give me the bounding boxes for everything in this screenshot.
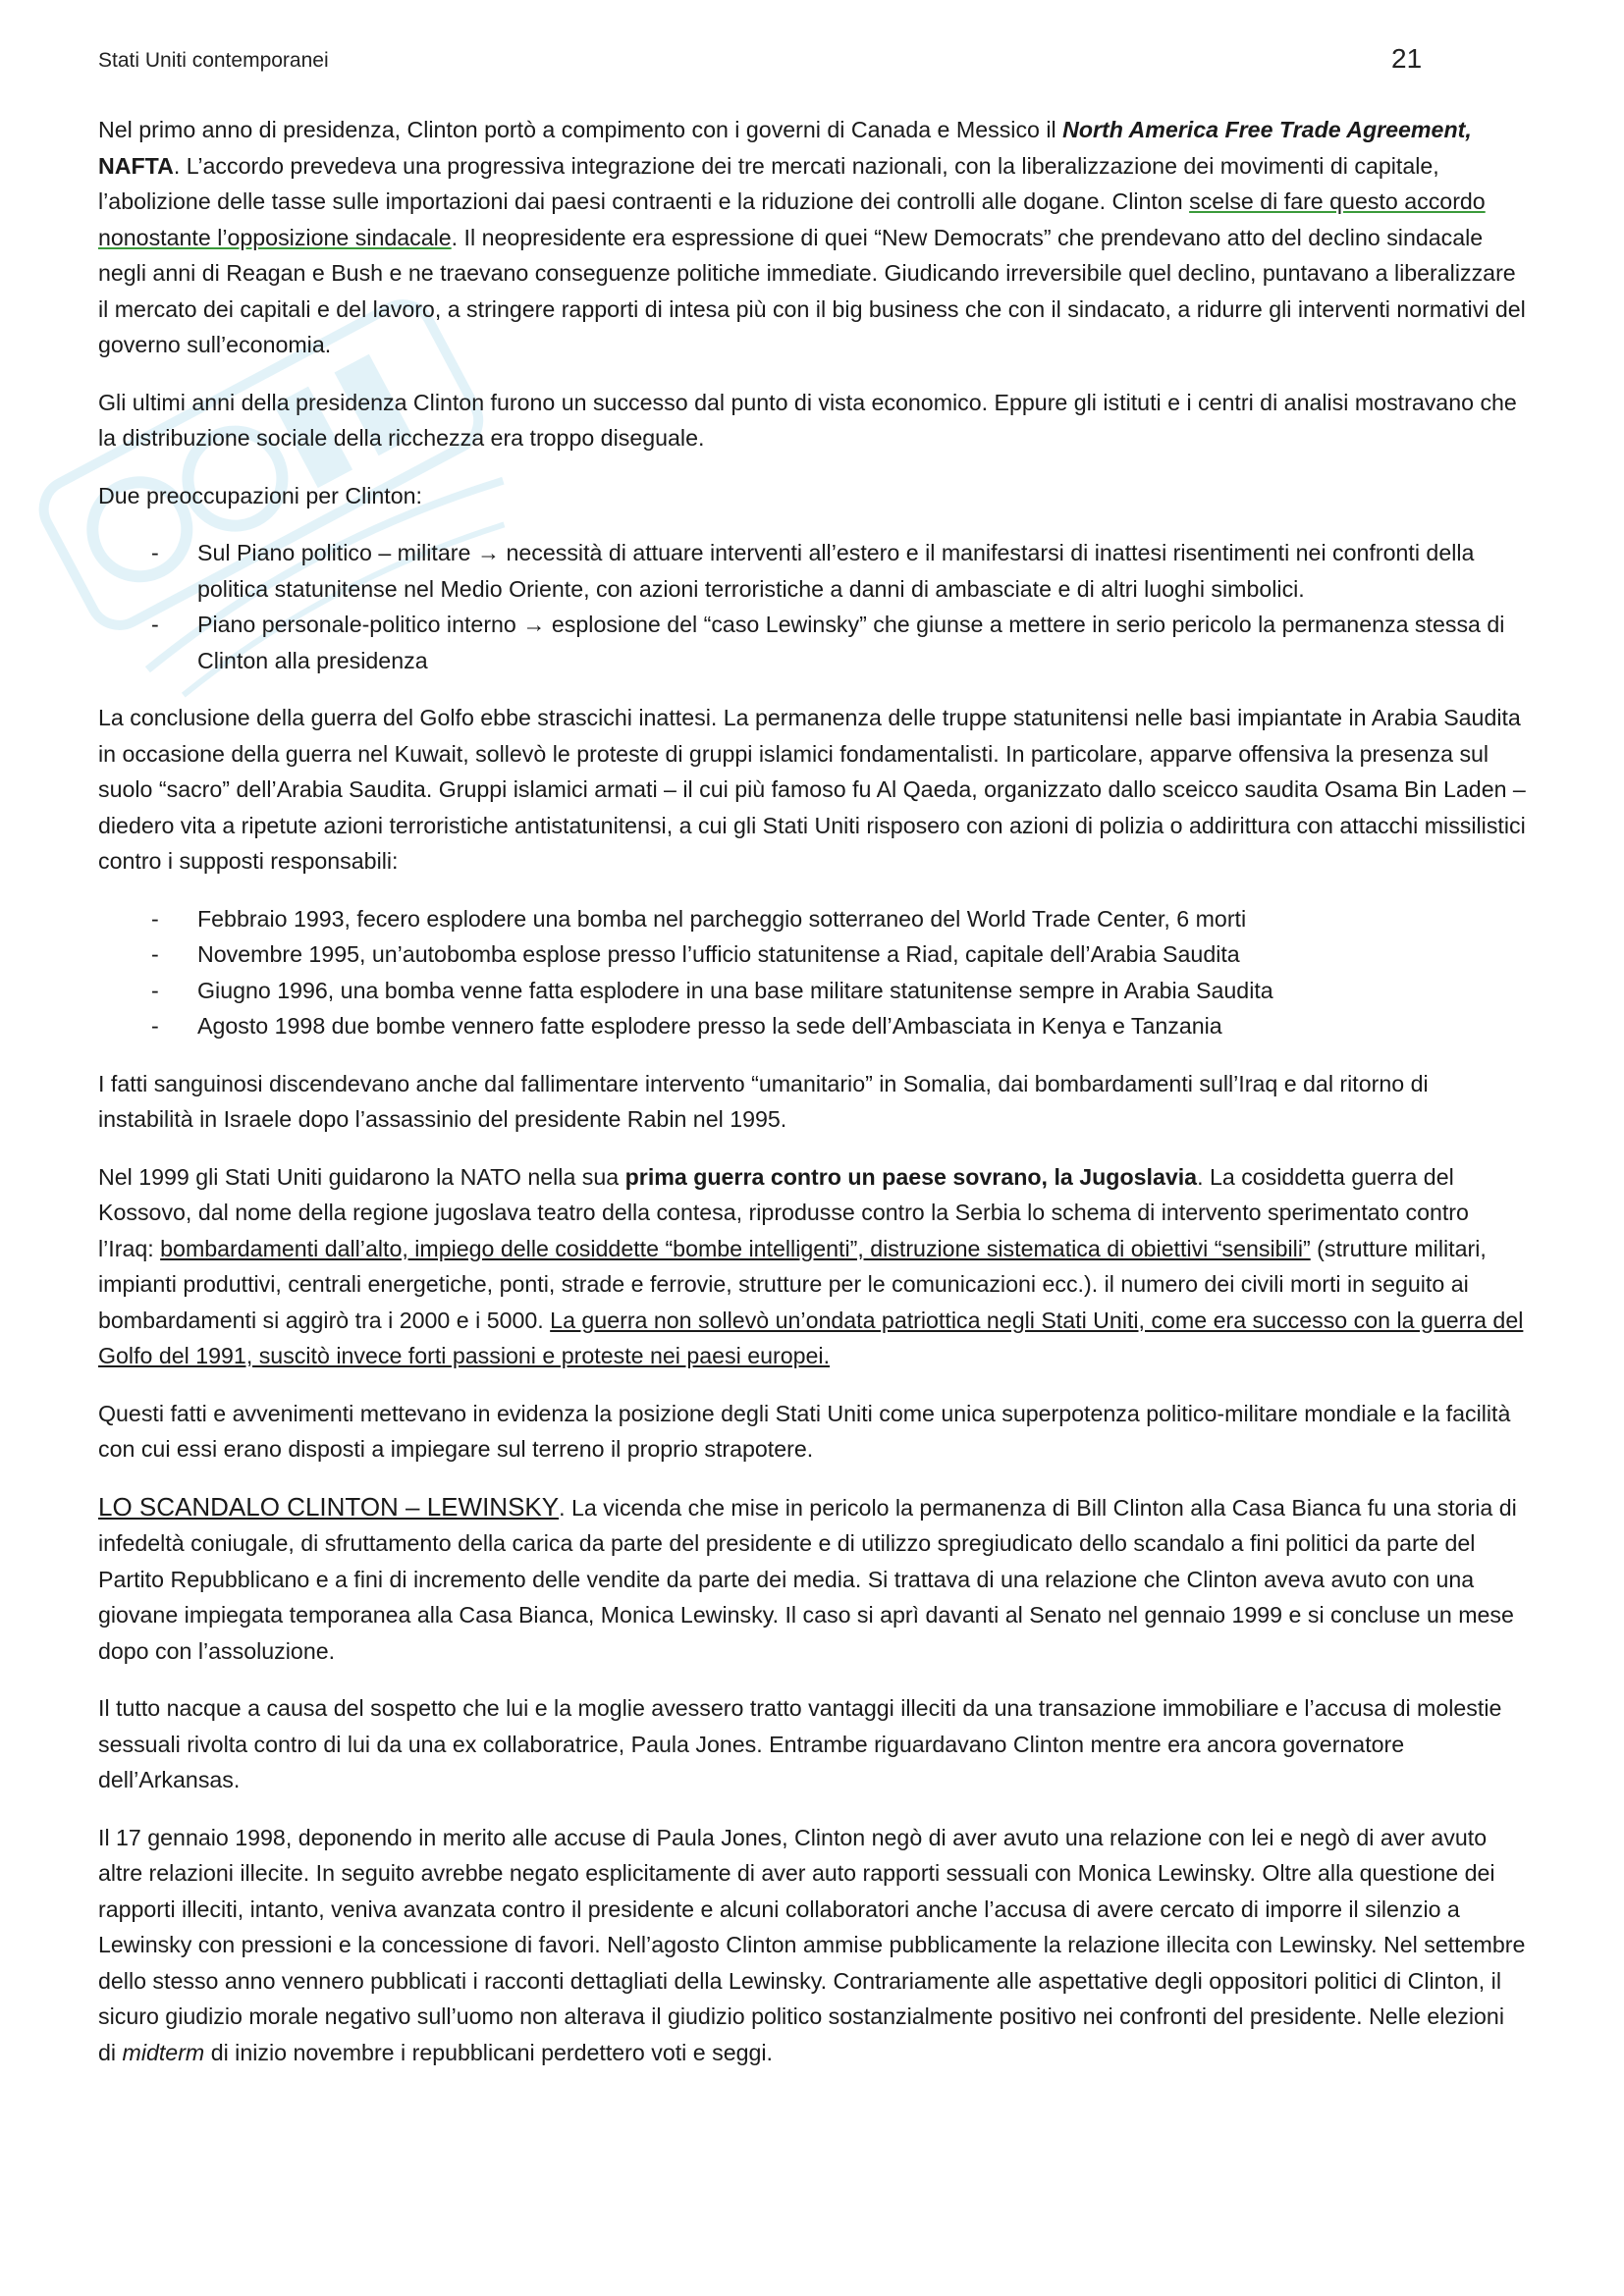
paragraph-concerns-intro: Due preoccupazioni per Clinton: (98, 482, 422, 508)
paragraph-somalia: I fatti sanguinosi discendevano anche dal fallimentare intervento “umanitario” in Somalia, dai bombardamenti sull’Iraq e dal ritorno di instabilità in Israele dopo l’assassinio del presidente Rabin nel 1995. (98, 1070, 1429, 1132)
body-text (98, 112, 1527, 2092)
nafta-full-name: North America Free Trade Agreement (1062, 117, 1466, 142)
list-item: - Agosto 1998 due bombe vennero fatte esplodere presso la sede dell’Ambasciata in Kenya e Tanzania (151, 1013, 1222, 1039)
underlined-union-opposition: scelse di fare questo accordo nonostante l’opposizione sindacale (98, 188, 1486, 250)
underlined-no-patriotism: La guerra non sollevò un’ondata patriottica negli Stati Uniti, come era successo con la guerra del Golfo del 1991, suscitò invece forti passioni e proteste nei paesi europei. (98, 1307, 1524, 1368)
paragraph-kosovo: Nel 1999 gli Stati Uniti guidarono la NATO nella sua prima guerra contro un paese sovrano, la Jugoslavia. La cosiddetta guerra del Kossovo, dal nome della regione jugoslava teatro della contesa, riprodusse contro la Serbia lo schema di intervento sperimentato contro l’Iraq: bombardamenti dall’alto, impiego delle cosiddette “bombe intelligenti”, distruzione sistematica di obiettivi “sensibili” (strutture militari, impianti produttivi, centrali energetiche, ponti, strade e ferrovie, strutture per le comunicazioni ecc.). il numero dei civili morti in seguito ai bombardamenti si aggirò tra i 2000 e i 5000. La guerra non sollevò un’ondata patriottica negli Stati Uniti, come era successo con la guerra del Golfo del 1991, suscitò invece forti passioni e proteste nei paesi europei. (98, 1163, 1524, 1368)
list-item: - Febbraio 1993, fecero esplodere una bomba nel parcheggio sotterraneo del World Trade Center, 6 morti (151, 905, 1247, 932)
nafta-acronym: NAFTA (98, 152, 174, 179)
underlined-bombing: bombardamenti dall’alto, impiego delle cosiddette “bombe intelligenti”, distruzione sistematica di obiettivi “sensibili” (160, 1235, 1311, 1261)
list-item: - Piano personale-politico interno → esplosione del “caso Lewinsky” che giunse a mettere in serio pericolo la permanenza stessa di Clinton alla presidenza (151, 612, 1505, 673)
list-item: - Sul Piano politico – militare → necessità di attuare interventi all’estero e il manifestarsi di inattesi risentimenti nei confronti della politica statunitense nel Medio Oriente, con azioni terroristiche a danni di ambasciate e di altri luoghi simbolici. (151, 540, 1475, 602)
bold-first-war: prima guerra contro un paese sovrano, la Jugoslavia (624, 1163, 1198, 1190)
paragraph-gulf-war: La conclusione della guerra del Golfo ebbe strascichi inattesi. La permanenza delle truppe statunitensi nelle basi impiantate in Arabia Saudita in occasione della guerra nel Kuwait, sollevò le proteste di gruppi islamici fondamentalisti. In particolare, apparve offensiva la presenza sul suolo “sacro” dell’Arabia Saudita. Gruppi islamici armati – il cui più famoso fu Al Qaeda, organizzato dallo sceicco saudita Osama Bin Laden – diedero vita a ripetute azioni terroristiche antistatunitensi, a cui gli Stati Uniti risposero con azioni di polizia o addirittura con attacchi missilistici contro i supposti responsabili: (98, 705, 1526, 874)
paragraph-deposition: Il 17 gennaio 1998, deponendo in merito alle accuse di Paula Jones, Clinton negò di aver avuto una relazione con lei e negò di aver avuto altre relazioni illecite. In seguito avrebbe negato esplicitamente di aver auto rapporti sessuali con Monica Lewinsky. Oltre alla questione dei rapporti illeciti, intanto, veniva avanzata contro il presidente e alcuni collaboratori anche l’accusa di avere cercato di imporre il silenzio a Lewinsky con pressioni e la concessione di favori. Nell’agosto Clinton ammise pubblicamente la relazione illecita con Lewinsky. Nel settembre dello stesso anno vennero pubblicati i racconti dettagliati della Lewinsky. Contrariamente alle aspettative degli oppositori politici di Clinton, il sicuro giudizio morale negativo sull’uomo non alterava il giudizio politico sostanzialmente positivo nei confronti del presidente. Nelle elezioni di midterm di inizio novembre i repubblicani perdettero voti e seggi. (98, 1824, 1526, 2065)
paragraph-nafta: Nel primo anno di presidenza, Clinton portò a compimento con i governi di Canada e Messico il North America Free Trade Agreement, NAFTA. L’accordo prevedeva una progressiva integrazione dei tre mercati nazionali, con la liberalizzazione dei movimenti di capitale, l’abolizione delle tasse sulle importazioni dai paesi contraenti e la riduzione dei controlli alle dogane. Clinton scelse di fare questo accordo nonostante l’opposizione sindacale. Il neopresidente era espressione di quei “New Democrats” che prendevano atto del declino sindacale negli anni di Reagan e Bush e ne traevano conseguenze politiche immediate. Giudicando irreversibile quel declino, puntavano a liberalizzare il mercato dei capitali e del lavoro, a stringere rapporti di intesa più con il big business che con il sindacato, a ridurre gli interventi normativi del governo sull’economia. (98, 117, 1526, 357)
arrow-right-icon: → (476, 540, 501, 565)
list-item: - Novembre 1995, un’autobomba esplose presso l’ufficio statunitense a Riad, capitale dell’Arabia Saudita (151, 941, 1240, 967)
paragraph-scandal: LO SCANDALO CLINTON – LEWINSKY. La vicenda che mise in pericolo la permanenza di Bill Clinton alla Casa Bianca fu una storia di infedeltà coniugale, di sfruttamento della carica da parte del presidente e di utilizzo spregiudicato dello scandalo a fini politici da parte del Partito Repubblicano e a fini di incremento delle vendite da parte dei media. Si trattava di una relazione che Clinton aveva avuto con una giovane impiegata temporanea alla Casa Bianca, Monica Lewinsky. Il caso si aprì davanti al Senato nel gennaio 1999 e si concluse un mese dopo con l’assoluzione. (98, 1491, 1517, 1664)
attacks-list (98, 901, 1527, 1044)
section-heading-scandal: LO SCANDALO CLINTON – LEWINSKY (98, 1491, 560, 1522)
arrow-right-icon: → (522, 612, 546, 637)
page-number: 21 (1391, 43, 1423, 74)
concerns-list (98, 535, 1527, 678)
list-item: - Giugno 1996, una bomba venne fatta esplodere in una base militare statunitense sempre in Arabia Saudita (151, 977, 1273, 1003)
italic-midterm: midterm (122, 2039, 205, 2065)
paragraph-superpower: Questi fatti e avvenimenti mettevano in evidenza la posizione degli Stati Uniti come unica superpotenza politico-militare mondiale e la facilità con cui essi erano disposti a impiegare sul terreno il proprio strapotere. (98, 1400, 1511, 1462)
paragraph-origins: Il tutto nacque a causa del sospetto che lui e la moglie avessero tratto vantaggi illeciti da una transazione immobiliare e l’accusa di molestie sessuali rivolta contro di lui da una ex collaboratrice, Paula Jones. Entrambe riguardavano Clinton mentre era ancora governatore dell’Arkansas. (98, 1695, 1502, 1792)
paragraph-economy: Gli ultimi anni della presidenza Clinton furono un successo dal punto di vista economico. Eppure gli istituti e i centri di analisi mostravano che la distribuzione sociale della ricchezza era troppo diseguale. (98, 389, 1517, 451)
running-header-title: Stati Uniti contemporanei (98, 49, 329, 72)
